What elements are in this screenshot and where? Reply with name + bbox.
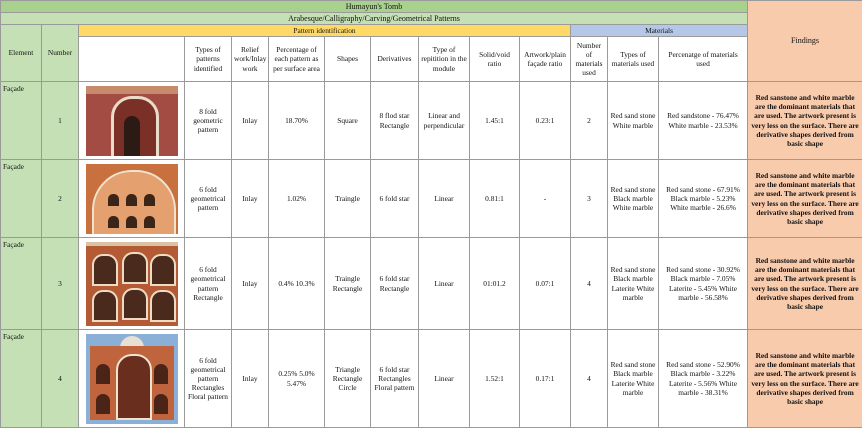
types-materials-cell: Red sand stone Black marble Laterite White marble [608,238,659,330]
pct-materials-cell: Red sand stone - 67.91% Black marble - 5.23% White marble - 26.6% [659,160,748,238]
findings-cell: Red sanstone and white marble are the dominant materials that are used. The artwork present is very less on the surface. There are derivative shapes derived from basic shape [748,82,862,160]
shapes-cell: Triangle Rectangle Circle [325,330,371,428]
num-materials-header: Number of materials used [571,37,608,82]
element-cell: Façade [1,160,42,238]
relief-cell: Inlay [232,330,269,428]
pct-materials-cell: Red sand stone - 52.90% Black marble - 3.22% Laterite - 5.56% White marble - 38.31% [659,330,748,428]
table-row [1,160,862,238]
materials-header: Materials [571,25,748,37]
artwork-ratio-cell: 0.07:1 [520,238,571,330]
number-cell: 2 [42,160,79,238]
element-header: Element [1,25,42,82]
table-row [1,82,862,160]
facade-photo-3 [86,242,178,326]
pattern-identification-header: Pattern identification [79,25,571,37]
solid-void-cell: 1.52:1 [470,330,520,428]
types-cell: 6 fold geometrical pattern Rectangles Floral pattern [185,330,232,428]
percentage-cell: 0.25% 5.0% 5.47% [269,330,325,428]
types-materials-cell: Red sand stone Black marble Laterite White marble [608,330,659,428]
relief-cell: Inlay [232,160,269,238]
facade-photo-1 [86,86,178,156]
findings-cell: Red sanstone and white marble are the dominant materials that are used. The artwork present is very less on the surface. There are derivative shapes derived from basic shape [748,160,862,238]
element-cell: Façade [1,330,42,428]
percentage-cell: 0.4% 10.3% [269,238,325,330]
solid-void-cell: 01:01.2 [470,238,520,330]
num-materials-cell: 3 [571,160,608,238]
findings-header: Findings [748,1,862,82]
table-row [1,238,862,330]
number-cell: 4 [42,330,79,428]
number-cell: 1 [42,82,79,160]
table-subtitle: Arabesque/Calligraphy/Carving/Geometrical Patterns [1,13,748,25]
pct-materials-header: Percenatge of materials used [659,37,748,82]
num-materials-cell: 4 [571,238,608,330]
repetition-header: Type of repitition in the module [419,37,470,82]
types-header: Types of patterns identified [185,37,232,82]
repetition-cell: Linear [419,330,470,428]
repetition-cell: Linear and perpendicular [419,82,470,160]
element-cell: Façade [1,82,42,160]
derivatives-cell: 8 flod star Rectangle [371,82,419,160]
findings-cell: Red sanstone and white marble are the dominant materials that are used. The artwork present is very less on the surface. There are derivative shapes derived from basic shape [748,238,862,330]
repetition-cell: Linear [419,160,470,238]
shapes-header: Shapes [325,37,371,82]
facade-photo-4 [86,334,178,424]
artwork-ratio-cell: - [520,160,571,238]
solid-void-cell: 0.81:1 [470,160,520,238]
types-cell: 8 fold geometric pattern [185,82,232,160]
types-cell: 6 fold geometrical pattern [185,160,232,238]
shapes-cell: Square [325,82,371,160]
percentage-header: Percentage of each pattern as per surface area [269,37,325,82]
table-row [1,330,862,428]
types-materials-header: Types of materials used [608,37,659,82]
types-cell: 6 fold geometrical pattern Rectangle [185,238,232,330]
pct-materials-cell: Red sandstone - 76.47% White marble - 23.53% [659,82,748,160]
num-materials-cell: 2 [571,82,608,160]
solid-void-header: Solid/void ratio [470,37,520,82]
repetition-cell: Linear [419,238,470,330]
table-title: Humayun's Tomb [1,1,748,13]
number-header: Number [42,25,79,82]
artwork-ratio-cell: 0.23:1 [520,82,571,160]
photo-header [79,37,185,82]
derivatives-cell: 6 fold star Rectangles Floral pattern [371,330,419,428]
types-materials-cell: Red sand stone Black marble White marble [608,160,659,238]
solid-void-cell: 1.45:1 [470,82,520,160]
relief-header: Relief work/Inlay work [232,37,269,82]
shapes-cell: Traingle [325,160,371,238]
derivatives-cell: 6 fold star [371,160,419,238]
relief-cell: Inlay [232,238,269,330]
percentage-cell: 18.70% [269,82,325,160]
num-materials-cell: 4 [571,330,608,428]
element-cell: Façade [1,238,42,330]
shapes-cell: Traingle Rectangle [325,238,371,330]
derivatives-header: Derivatives [371,37,419,82]
facade-photo-2 [86,164,178,234]
percentage-cell: 1.02% [269,160,325,238]
pct-materials-cell: Red sand stone - 30.92% Black marble - 7.05% Laterite - 5.45% White marble - 56.58% [659,238,748,330]
artwork-ratio-cell: 0.17:1 [520,330,571,428]
findings-cell: Red sanstone and white marble are the dominant materials that are used. The artwork present is very less on the surface. There are derivative shapes derived from basic shape [748,330,862,428]
relief-cell: Inlay [232,82,269,160]
derivatives-cell: 6 fold star Rectangle [371,238,419,330]
types-materials-cell: Red sand stone White marble [608,82,659,160]
number-cell: 3 [42,238,79,330]
artwork-ratio-header: Artwork/plain façade ratio [520,37,571,82]
